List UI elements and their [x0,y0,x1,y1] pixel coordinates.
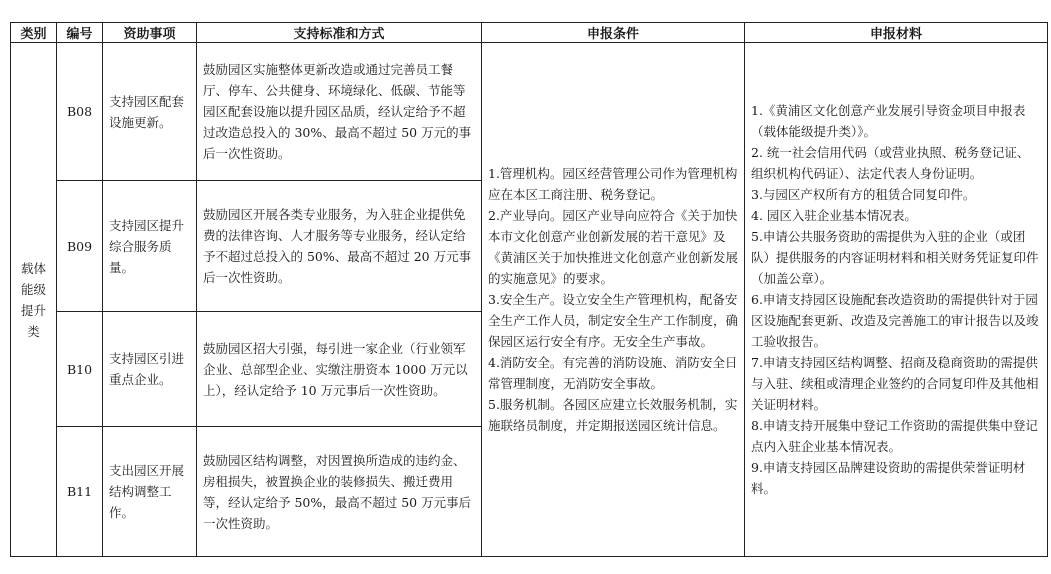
conditions-cell [482,43,745,557]
material-item: 5.申请公共服务资助的需提供为入驻的企业（或团队）提供服务的内容证明材料和相关财务凭证复印件（加盖公章）。 [751,229,1039,286]
standard-cell: 鼓励园区实施整体更新改造或通过完善员工餐厅、停车、公共健身、环境绿化、低碳、节能等园区配套设施以提升园区品质，经认定给予不超过改造总投入的 30%、最高不超过 50 万元的事后一次性资助。 [197,43,482,181]
material-item: 8.申请支持开展集中登记工作资助的需提供集中登记点内入驻企业基本情况表。 [751,418,1038,454]
material-item: 7.申请支持园区结构调整、招商及稳商资助的需提供与入驻、续租或清理企业签约的合同复印件及其他相关证明材料。 [751,355,1039,412]
header-conditions: 申报条件 [482,23,745,43]
material-item: 4. 园区入驻企业基本情况表。 [751,208,917,223]
header-item: 资助事项 [103,23,197,43]
code-cell: B08 [57,43,103,181]
header-code: 编号 [57,23,103,43]
item-cell: 支出园区开展结构调整工作。 [103,427,197,557]
standard-cell: 鼓励园区招大引强，每引进一家企业（行业领军企业、总部型企业、实缴注册资本 1000 万元以上），经认定给予 10 万元事后一次性资助。 [197,312,482,427]
material-item: 6.申请支持园区设施配套改造资助的需提供针对于园区设施配套更新、改造及完善施工的审计报告以及竣工验收报告。 [751,292,1039,349]
header-standard: 支持标准和方式 [197,23,482,43]
condition-item: 3.安全生产。设立安全生产管理机构，配备安全生产工作人员，制定安全生产工作制度，确保园区运行安全有序。无安全生产事故。 [488,292,739,349]
standard-cell: 鼓励园区结构调整，对因置换所造成的违约金、房租损失，被置换企业的装修损失、搬迁费用等，经认定给予 50%，最高不超过 50 万元事后一次性资助。 [197,427,482,557]
table-row [11,43,1048,181]
category-cell: 载体能级提升类 [11,43,57,557]
material-item: 1.《黄浦区文化创意产业发展引导资金项目申报表（载体能级提升类）》。 [751,103,1026,139]
material-item: 9.申请支持园区品牌建设资助的需提供荣誉证明材料。 [751,460,1026,496]
condition-item: 5.服务机制。各园区应建立长效服务机制，实施联络员制度，并定期报送园区统计信息。 [488,397,738,433]
code-cell: B10 [57,312,103,427]
code-cell: B11 [57,427,103,557]
item-cell: 支持园区提升综合服务质量。 [103,181,197,312]
item-cell: 支持园区引进重点企业。 [103,312,197,427]
item-cell: 支持园区配套设施更新。 [103,43,197,181]
materials-cell [745,43,1048,557]
material-item: 3.与园区产权所有方的租赁合同复印件。 [751,187,976,202]
header-materials: 申报材料 [745,23,1048,43]
header-category: 类别 [11,23,57,43]
material-item: 2. 统一社会信用代码（或营业执照、税务登记证、组织机构代码证）、法定代表人身份证明。 [751,145,1030,181]
condition-item: 4.消防安全。有完善的消防设施、消防安全日常管理制度，无消防安全事故。 [488,355,738,391]
header-row [11,23,1048,43]
condition-item: 1.管理机构。园区经营管理公司作为管理机构应在本区工商注册、税务登记。 [488,166,738,202]
code-cell: B09 [57,181,103,312]
condition-item: 2.产业导向。园区产业导向应符合《关于加快本市文化创意产业创新发展的若干意见》及《黄浦区关于加快推进文化创意产业创新发展的实施意见》的要求。 [488,208,739,286]
funding-policy-table [10,22,1048,557]
standard-cell: 鼓励园区开展各类专业服务，为入驻企业提供免费的法律咨询、人才服务等专业服务，经认定给予不超过总投入的 50%、最高不超过 20 万元事后一次性资助。 [197,181,482,312]
